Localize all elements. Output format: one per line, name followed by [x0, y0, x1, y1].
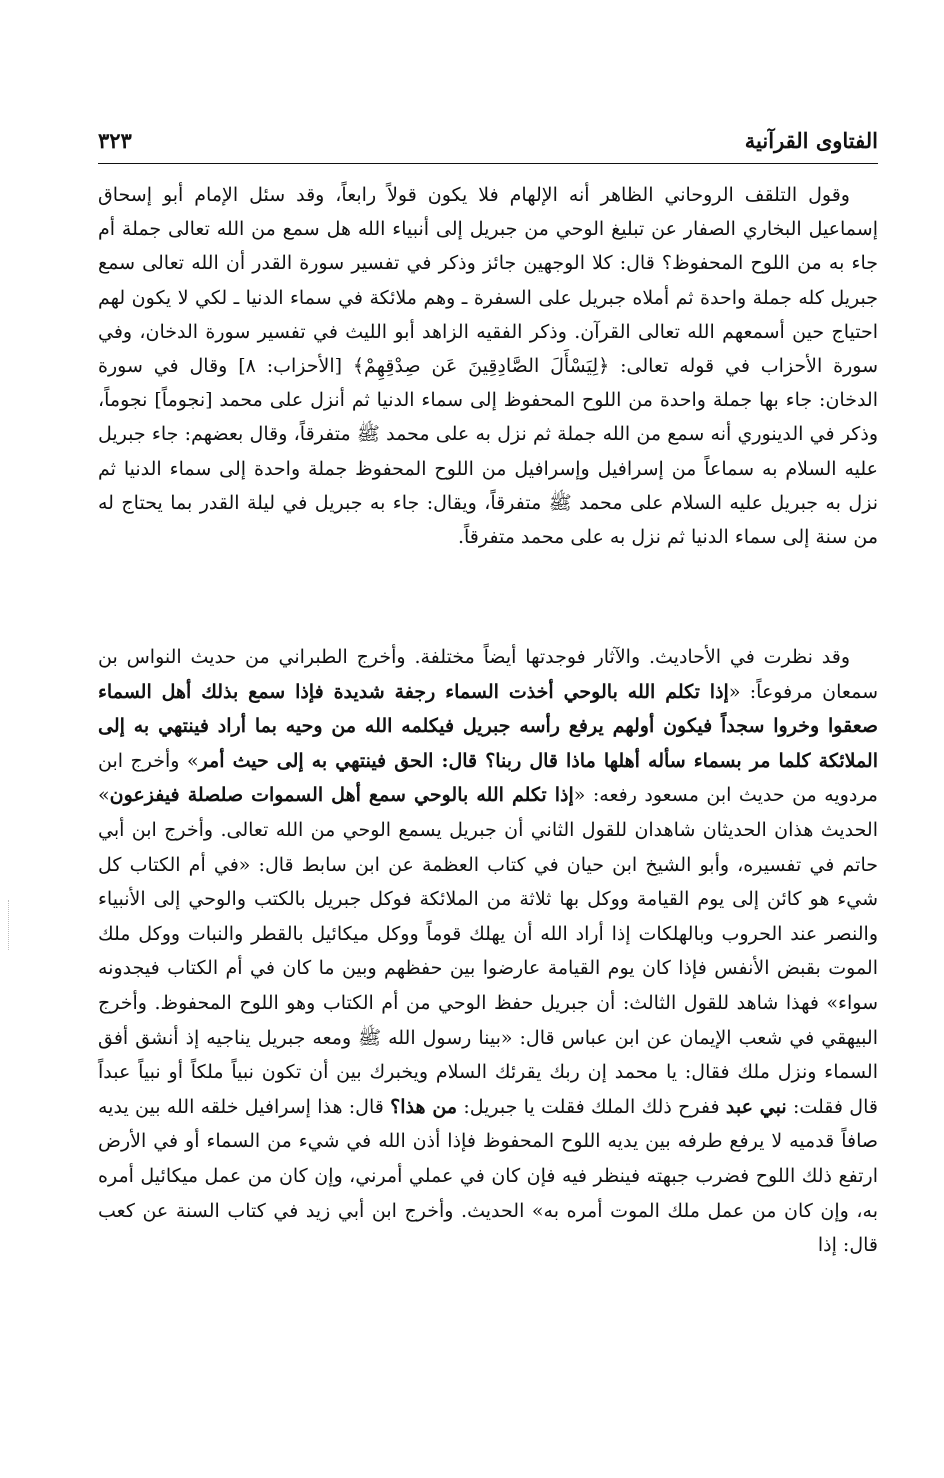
emphasis-bold: نبي عبد	[725, 1095, 787, 1118]
page-number: ٣٢٣	[98, 128, 132, 153]
paragraph-1-text: وقول التلقف الروحاني الظاهر أنه الإلهام فلا يكون قولاً رابعاً، وقد سئل الإمام أبو إسحاق إسماعيل البخاري الصفار عن تبليغ الوحي من جبريل إلى أنبياء الله هل سمع من الله تعالى جملة أم جاء به من اللوح المحفوظ؟ قال: كلا الوجهين جائز وذكر في تفسير سورة القدر أن الله تعالى سمع جبريل كله جملة واحدة ثم أملاه جبريل على السفرة ـ وهم ملائكة في سماء الدنيا ـ لكي لا يكون لهم احتياج حين أسمعهم الله تعالى القرآن. وذكر الفقيه الزاهد أبو الليث في تفسير سورة الدخان، وفي سورة الأحزاب في قوله تعالى: ﴿لِيَسْأَلَ الصَّادِقِينَ عَن صِدْقِهِمْ﴾ [الأحزاب: ٨] وقال في سورة الدخان: جاء بها جملة واحدة من اللوح المحفوظ إلى سماء الدنيا ثم أنزل على محمد [نجوماً] نجوماً، وذكر في الدينوري أنه سمع من الله جملة ثم نزل به على محمد ﷺ متفرقاً، وقال بعضهم: جاء جبريل عليه السلام به سماعاً من إسرافيل وإسرافيل من اللوح المحفوظ جملة واحدة إلى سماء الدنيا ثم نزل به جبريل عليه السلام على محمد ﷺ متفرقاً، ويقال: جاء به جبريل في ليلة القدر بما يحتاج له من سنة إلى سماء الدنيا ثم نزل به على محمد متفرقاً.	[98, 184, 879, 549]
paragraph-1	[98, 178, 878, 554]
paragraph-2-text	[98, 640, 878, 1263]
hadith-quote-bold: إذا تكلم الله بالوحي سمع أهل السموات صلصلة فيفزعون	[109, 784, 574, 807]
hadith-quote-bold: إذا تكلم الله بالوحي أخذت السماء رجفة شديدة فإذا سمع بذلك أهل السماء صعقوا وخروا سجداً فيكون أولهم يرفع رأسه جبريل فيكلمه الله من وحيه بما أراد فينتهي به إلى الملائكة كلما مر بسماء سأله أهلها ماذا قال ربنا؟ قال: الحق فينتهي به إلى حيث أمر	[98, 680, 879, 772]
running-title: الفتاوى القرآنية	[744, 128, 878, 153]
text-segment: » وأخرج ابن مردويه من حديث ابن مسعود رفعه: «	[98, 749, 878, 807]
text-segment: وقد نظرت في الأحاديث. والآثار فوجدتها أيضاً مختلفة. وأخرج الطبراني من حديث النواس بن سمعان مرفوعاً: «	[98, 646, 878, 703]
page-header	[98, 120, 878, 164]
emphasis-bold: من هذا؟	[390, 1095, 458, 1118]
text-segment: ففرح ذلك الملك فقلت يا جبريل:	[457, 1095, 726, 1118]
header-divider	[98, 163, 878, 164]
scan-margin-mark	[8, 900, 11, 950]
text-segment: قال: هذا إسرافيل خلقه الله بين يديه صافاً قدميه لا يرفع طرفه بين يديه اللوح المحفوظ فإذا أذن الله في شيء من السماء أو في الأرض ارتفع ذلك اللوح فضرب جبهته فينظر فيه فإن كان في عملي أمرني، وإن كان من عمل ميكائيل أمره به، وإن كان من عمل ملك الموت أمره به» الحديث. وأخرج ابن أبي زيد في كتاب السنة عن كعب قال: إذا	[98, 1095, 878, 1257]
paragraph-2	[98, 640, 878, 1263]
text-segment: » الحديث هذان الحديثان شاهدان للقول الثاني أن جبريل يسمع الوحي من الله تعالى. وأخرج ابن أبي حاتم في تفسيره، وأبو الشيخ ابن حيان في كتاب العظمة عن ابن سابط قال: «في أم الكتاب كل شيء هو كائن إلى يوم القيامة ووكل بها ثلاثة من الملائكة فوكل جبريل بالكتب والوحي إلى الأنبياء والنصر عند الحروب وبالهلكات إذا أراد الله أن يهلك قوماً ووكل ميكائيل بالقطر والنبات ووكل ملك الموت بقبض الأنفس فإذا كان يوم القيامة عارضوا بين حفظهم وبين ما كان في أم الكتاب فيجدونه سواء» فهذا شاهد للقول الثالث: أن جبريل حفظ الوحي من أم الكتاب وهو اللوح المحفوظ. وأخرج البيهقي في شعب الإيمان عن ابن عباس قال: «بينا رسول الله ﷺ ومعه جبريل يناجيه إذ أنشق أفق السماء ونزل ملك فقال: يا محمد إن ربك يقرئك السلام ويخبرك بين أن تكون نبياً ملكاً أو نبياً عبداً قال فقلت:	[98, 784, 879, 1118]
